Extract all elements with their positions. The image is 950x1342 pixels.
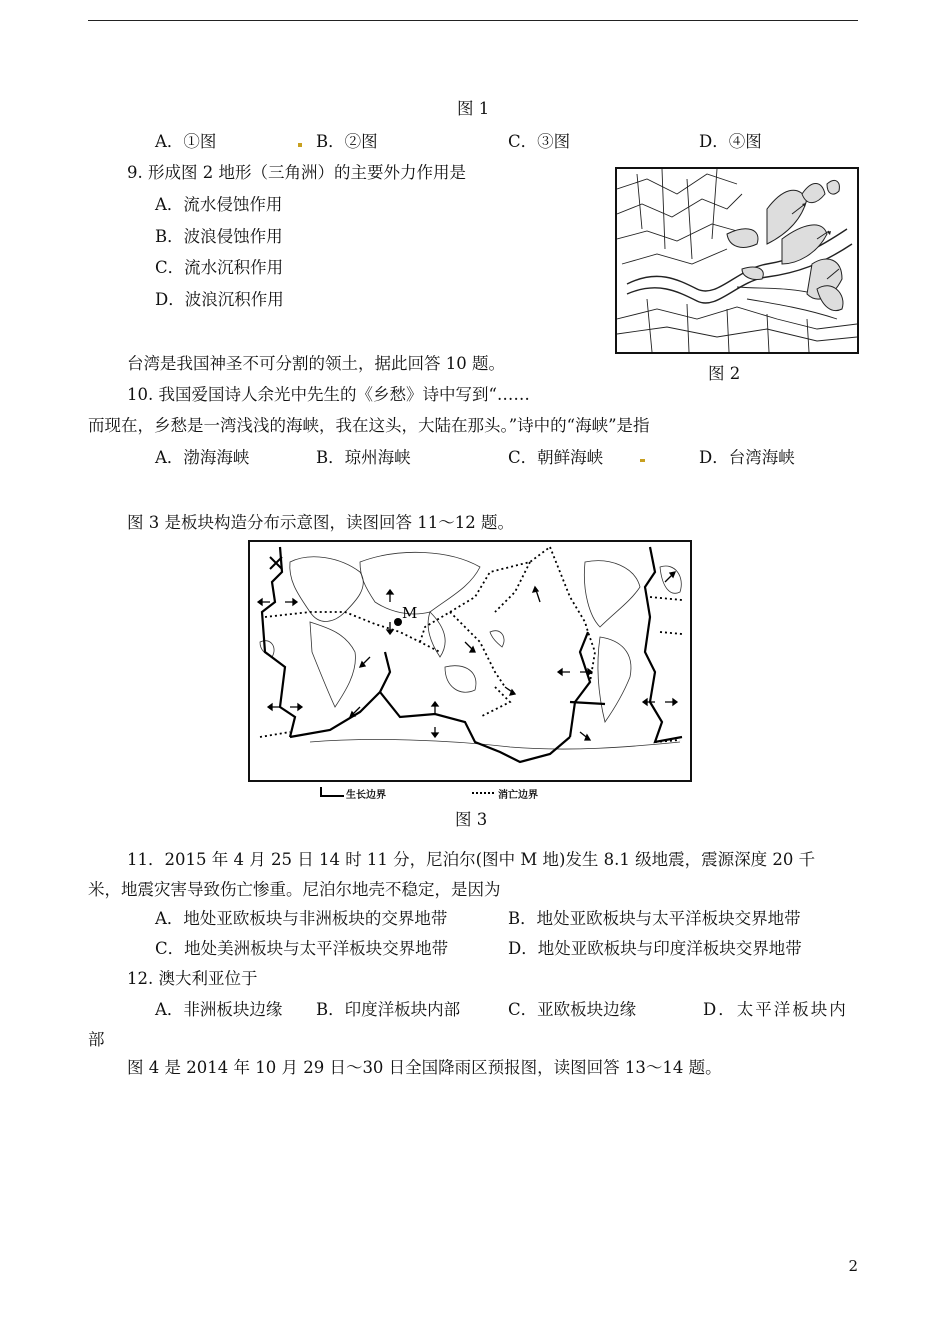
q11-option-d: D．地处亚欧板块与印度洋板块交界地带 — [508, 939, 802, 958]
legend-growth-label: 生长边界 — [346, 790, 386, 801]
legend-growth-symbol — [320, 787, 344, 797]
q11-option-c: C．地处美洲板块与太平洋板块交界地带 — [155, 939, 449, 958]
q9-option-d: D．波浪沉积作用 — [155, 290, 284, 309]
q11-option-b: B．地处亚欧板块与太平洋板块交界地带 — [508, 909, 801, 928]
q9-option-a: A．流水侵蚀作用 — [155, 195, 283, 214]
q11-stem-line2: 米，地震灾害导致伤亡惨重。尼泊尔地壳不稳定，是因为 — [88, 880, 501, 899]
q8-option-a: A．①图 — [155, 132, 217, 151]
fig3-caption: 图 3 — [455, 810, 488, 829]
q10-option-d: D．台湾海峡 — [699, 448, 795, 467]
mark-dot — [298, 143, 302, 147]
q12-stem: 12. 澳大利亚位于 — [127, 969, 258, 988]
q9-option-b: B．波浪侵蚀作用 — [155, 227, 283, 246]
legend-subduction-symbol — [472, 792, 494, 794]
q9-option-c: C．流水沉积作用 — [155, 258, 284, 277]
q10-option-a: A．渤海海峡 — [155, 448, 250, 467]
page-number: 2 — [848, 1257, 858, 1275]
mark-dot — [640, 459, 645, 462]
legend-subduction-label: 消亡边界 — [498, 790, 538, 801]
fig1-caption: 图 1 — [457, 99, 490, 118]
q10-stem-line2: 而现在，乡愁是一湾浅浅的海峡，我在这头，大陆在那头。”诗中的“海峡”是指 — [88, 416, 650, 435]
q8-option-b: B．②图 — [316, 132, 378, 151]
figure-3-plate-map — [248, 540, 692, 782]
q8-option-d: D．④图 — [699, 132, 762, 151]
q8-option-c: C．③图 — [508, 132, 571, 151]
nepal-marker — [394, 618, 402, 626]
q10-option-b: B．琼州海峡 — [316, 448, 411, 467]
q10-stem-line1: 10. 我国爱国诗人余光中先生的《乡愁》诗中写到“…… — [127, 385, 530, 404]
figure-2-delta — [615, 167, 859, 354]
fig2-caption: 图 2 — [708, 364, 741, 383]
q12-option-b: B．印度洋板块内部 — [316, 1000, 461, 1019]
q11-stem-line1: 11．2015 年 4 月 25 日 14 时 11 分，尼泊尔(图中 M 地)发生 8.1 级地震，震源深度 20 千 — [127, 850, 816, 869]
header-rule — [88, 20, 858, 21]
q12-option-c: C．亚欧板块边缘 — [508, 1000, 637, 1019]
q11-option-a: A．地处亚欧板块与非洲板块的交界地带 — [155, 909, 448, 928]
plate-map-drawing — [250, 542, 690, 780]
delta-drawing — [617, 169, 857, 352]
q9-stem: 9. 形成图 2 地形（三角洲）的主要外力作用是 — [127, 163, 466, 182]
q12-option-d: D．太平洋板块内 — [703, 1000, 848, 1019]
fig4-intro: 图 4 是 2014 年 10 月 29 日～30 日全国降雨区预报图，读图回答 13～14 题。 — [127, 1058, 722, 1077]
q12-option-d-wrap: 部 — [88, 1030, 105, 1049]
label-m: M — [402, 604, 418, 622]
q10-option-c: C．朝鲜海峡 — [508, 448, 604, 467]
taiwan-intro: 台湾是我国神圣不可分割的领土，据此回答 10 题。 — [127, 354, 505, 373]
q12-option-a: A．非洲板块边缘 — [155, 1000, 283, 1019]
fig3-intro: 图 3 是板块构造分布示意图，读图回答 11～12 题。 — [127, 513, 514, 532]
